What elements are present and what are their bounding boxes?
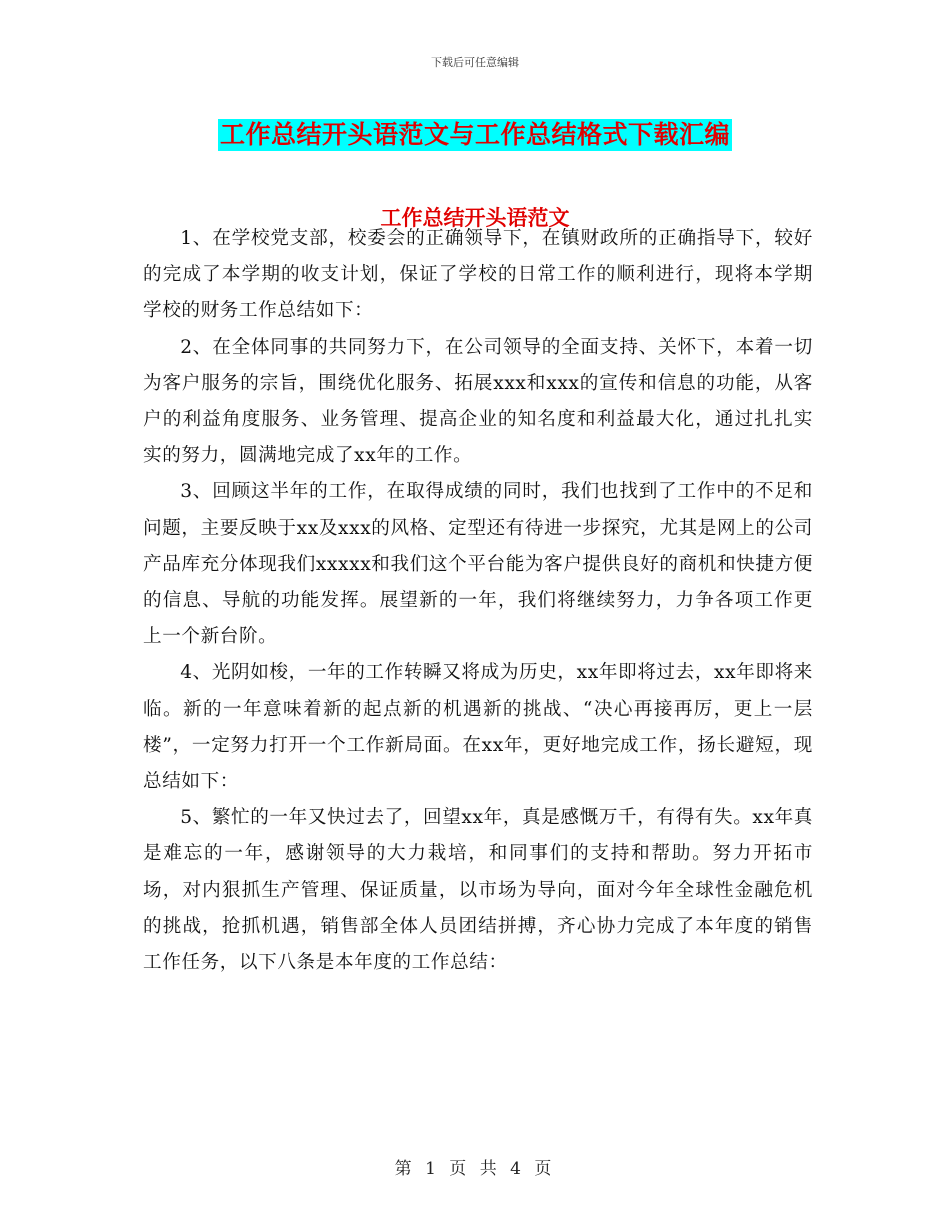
document-body: [143, 221, 813, 981]
paragraph-4: 4、光阴如梭，一年的工作转瞬又将成为历史，xx年即将过去，xx年即将来临。新的一年意味着新的起点新的机遇新的挑战、“决心再接再厉，更上一层楼”，一定努力打开一个工作新局面。在xx年，更好地完成工作，扬长避短，现总结如下：: [143, 662, 813, 793]
document-title: [0, 113, 950, 151]
paragraph-2: 2、在全体同事的共同努力下，在公司领导的全面支持、关怀下，本着一切为客户服务的宗旨，围绕优化服务、拓展xxx和xxx的宣传和信息的功能，从客户的利益角度服务、业务管理、提高企业的知名度和利益最大化，通过扎扎实实的努力，圆满地完成了xx年的工作。: [143, 336, 813, 467]
section-heading: 工作总结开头语范文: [380, 205, 570, 230]
page-footer: 第 1 页 共 4 页: [394, 1159, 556, 1179]
paragraph-3: 3、回顾这半年的工作，在取得成绩的同时，我们也找到了工作中的不足和问题，主要反映于xx及xxx的风格、定型还有待进一步探究，尤其是网上的公司产品库充分体现我们xxxxx和我们这个平台能为客户提供良好的商机和快捷方便的信息、导航的功能发挥。展望新的一年，我们将继续努力，力争各项工作更上一个新台阶。: [143, 481, 813, 648]
paragraph-5: 5、繁忙的一年又快过去了，回望xx年，真是感慨万千，有得有失。xx年真是难忘的一年，感谢领导的大力栽培，和同事们的支持和帮助。努力开拓市场，对内狠抓生产管理、保证质量，以市场为导向，面对今年全球性金融危机的挑战，抢抓机遇，销售部全体人员团结拼搏，齐心协力完成了本年度的销售工作任务，以下八条是本年度的工作总结：: [143, 807, 813, 974]
header-note: 下载后可任意编辑: [431, 56, 519, 69]
document-title-text: 工作总结开头语范文与工作总结格式下载汇编: [219, 120, 730, 149]
paragraph-1: 1、在学校党支部，校委会的正确领导下，在镇财政所的正确指导下，较好的完成了本学期的收支计划，保证了学校的日常工作的顺利进行，现将本学期学校的财务工作总结如下：: [143, 228, 813, 322]
